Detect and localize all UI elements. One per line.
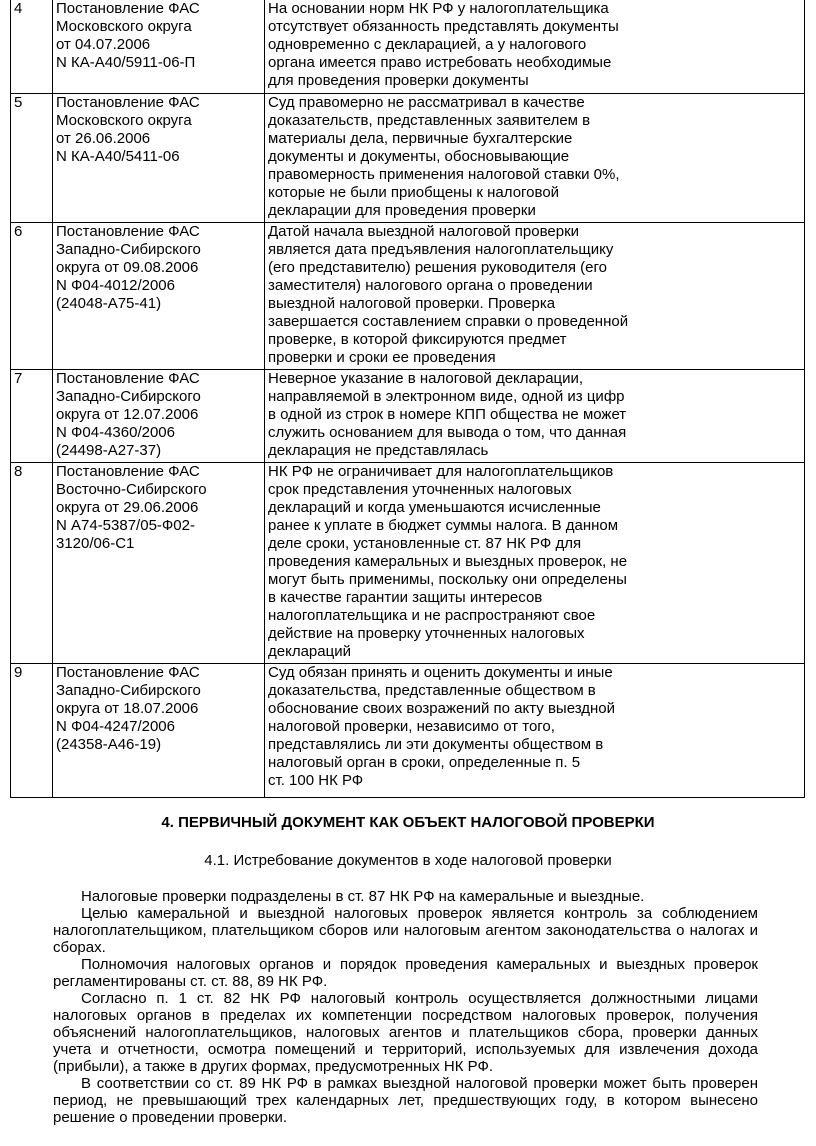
decision-reference: Постановление ФАС Западно-Сибирского округа от 12.07.2006 N Ф04-4360/2006 (24498-А27-37) bbox=[53, 369, 265, 462]
row-number: 4 bbox=[11, 0, 53, 93]
paragraph: В соответствии со ст. 89 НК РФ в рамках выездной налоговой проверки может быть проверен период, не превышающий трех календарных лет, предшествующих году, в котором вынесено решение о проведении проверки. bbox=[53, 1075, 758, 1126]
decision-reference: Постановление ФАС Московского округа от 04.07.2006 N КА-А40/5911-06-П bbox=[53, 0, 265, 93]
decision-summary: НК РФ не ограничивает для налогоплательщиков срок представления уточненных налоговых деклараций и когда уменьшаются исчисленные ранее к уплате в бюджет суммы налога. В данном деле сроки, установленные ст. 87 НК РФ для проведения камеральных и выездных проверок, не могут быть применимы, поскольку они определены в качестве гарантии защиты интересов налогоплательщика и не распространяют свое действие на проверку уточненных налоговых деклараций bbox=[265, 462, 805, 663]
decision-reference: Постановление ФАС Западно-Сибирского округа от 18.07.2006 N Ф04-4247/2006 (24358-А46-19) bbox=[53, 663, 265, 797]
section-subheading: 4.1. Истребование документов в ходе налоговой проверки bbox=[204, 852, 612, 869]
row-number: 8 bbox=[11, 462, 53, 663]
paragraph: Полномочия налоговых органов и порядок проведения камеральных и выездных проверок регламентированы ст. ст. 88, 89 НК РФ. bbox=[53, 956, 758, 990]
row-number: 9 bbox=[11, 663, 53, 797]
table-row bbox=[11, 663, 805, 797]
table-row bbox=[11, 0, 805, 93]
body-text bbox=[53, 888, 758, 1126]
paragraph: Налоговые проверки подразделены в ст. 87 НК РФ на камеральные и выездные. bbox=[81, 888, 645, 905]
row-number: 6 bbox=[11, 222, 53, 369]
row-number: 5 bbox=[11, 93, 53, 222]
table-row bbox=[11, 93, 805, 222]
table-row bbox=[11, 369, 805, 462]
decision-reference: Постановление ФАС Западно-Сибирского округа от 09.08.2006 N Ф04-4012/2006 (24048-А75-41) bbox=[53, 222, 265, 369]
decision-summary: Неверное указание в налоговой декларации, направляемой в электронном виде, одной из цифр в одной из строк в номере КПП общества не может служить основанием для вывода о том, что данная декларация не представлялась bbox=[265, 369, 805, 462]
table-row bbox=[11, 222, 805, 369]
section-heading: 4. ПЕРВИЧНЫЙ ДОКУМЕНТ КАК ОБЪЕКТ НАЛОГОВОЙ ПРОВЕРКИ bbox=[161, 814, 655, 831]
decision-summary: Датой начала выездной налоговой проверки является дата предъявления налогоплательщику (его представителю) решения руководителя (его заместителя) налогового органа о проведении выездной налоговой проверки. Проверка завершается составлением справки о проведенной проверке, в которой фиксируются предмет проверки и сроки ее проведения bbox=[265, 222, 805, 369]
court-decisions-table bbox=[10, 0, 805, 798]
row-number: 7 bbox=[11, 369, 53, 462]
decision-reference: Постановление ФАС Восточно-Сибирского округа от 29.06.2006 N А74-5387/05-Ф02- 3120/06-С1 bbox=[53, 462, 265, 663]
decision-reference: Постановление ФАС Московского округа от 26.06.2006 N КА-А40/5411-06 bbox=[53, 93, 265, 222]
decision-summary: Суд обязан принять и оценить документы и иные доказательства, представленные обществом в обоснование своих возражений по акту выездной налоговой проверки, независимо от того, представлялись ли эти документы обществом в налоговый орган в сроки, определенные п. 5 ст. 100 НК РФ bbox=[265, 663, 805, 797]
paragraph: Целью камеральной и выездной налоговых проверок является контроль за соблюдением налогоплательщиком, плательщиком сборов или налоговым агентом законодательства о налогах и сборах. bbox=[53, 905, 758, 956]
paragraph: Согласно п. 1 ст. 82 НК РФ налоговый контроль осуществляется должностными лицами налоговых органов в пределах их компетенции посредством налоговых проверок, получения объяснений налогоплательщиков, налоговых агентов и плательщиков сбора, проверки данных учета и отчетности, осмотра помещений и территорий, используемых для извлечения дохода (прибыли), а также в других формах, предусмотренных НК РФ. bbox=[53, 990, 758, 1075]
table-row bbox=[11, 462, 805, 663]
decision-summary: Суд правомерно не рассматривал в качестве доказательств, представленных заявителем в материалы дела, первичные бухгалтерские документы и документы, обосновывающие правомерность применения налоговой ставки 0%, которые не были приобщены к налоговой декларации для проведения проверки bbox=[265, 93, 805, 222]
decision-summary: На основании норм НК РФ у налогоплательщика отсутствует обязанность представлять документы одновременно с декларацией, а у налогового органа имеется право истребовать необходимые для проведения проверки документы bbox=[265, 0, 805, 93]
